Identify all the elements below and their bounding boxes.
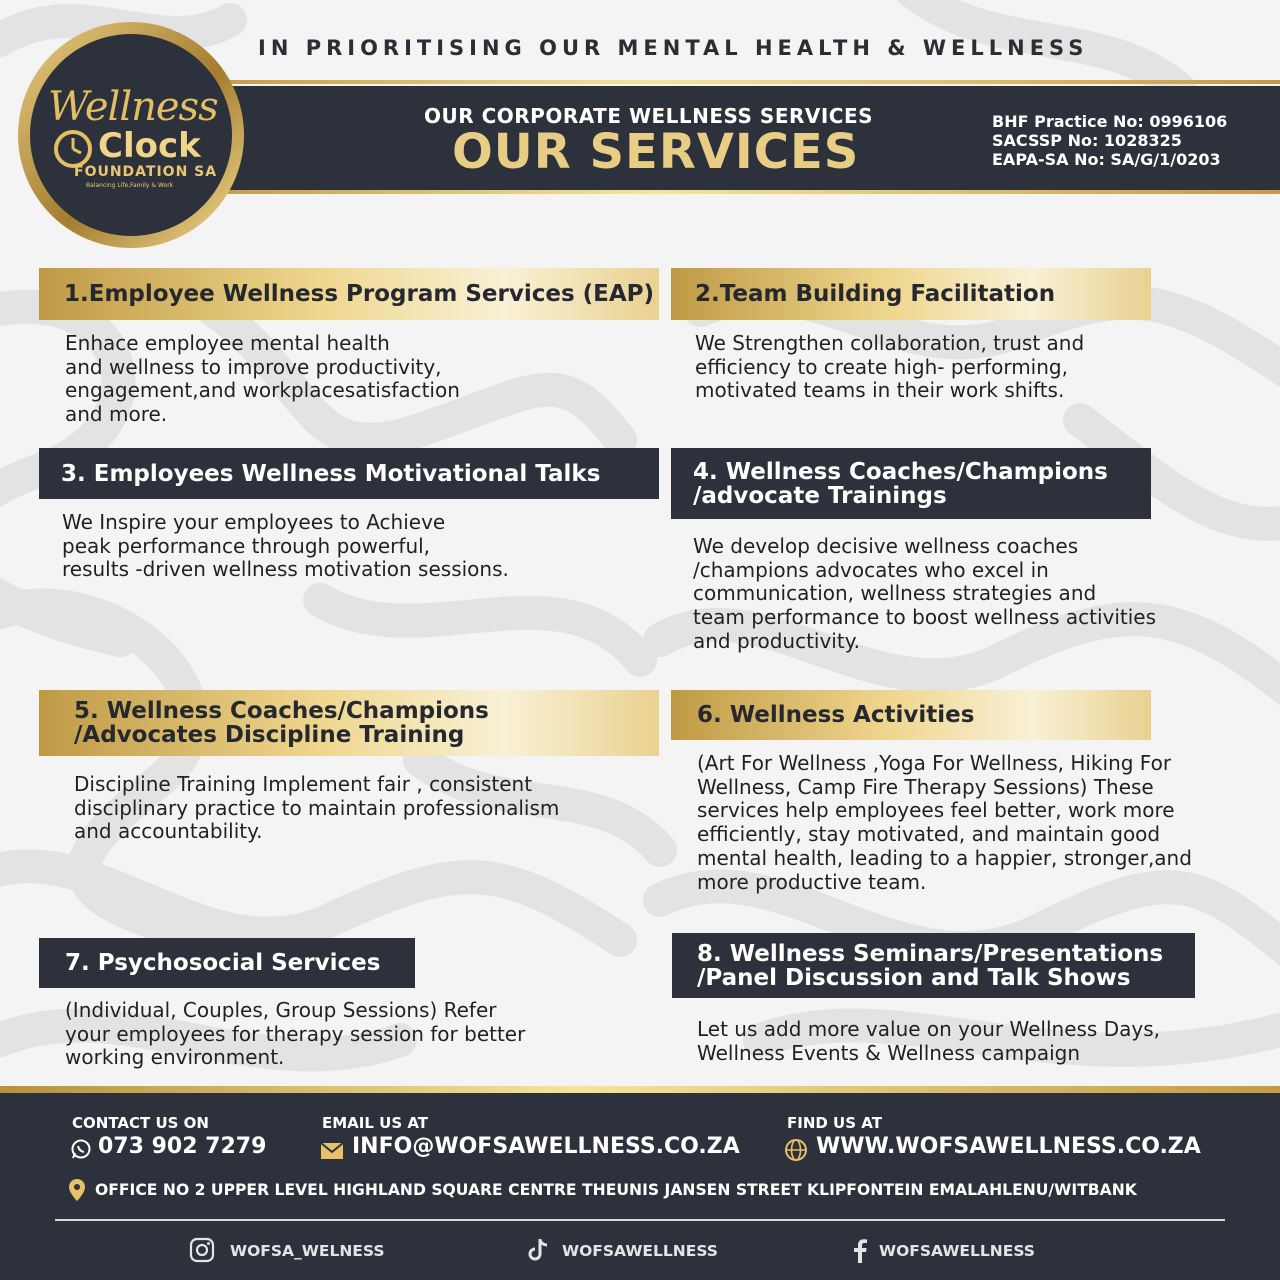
tiktok-icon (527, 1237, 551, 1263)
service-4-body-line: communication, wellness strategies and (693, 581, 1097, 606)
service-5-body-line: disciplinary practice to maintain professionalism (74, 795, 560, 820)
service-1-body-line: engagement,and workplacesatisfaction (65, 378, 460, 403)
service-4-heading (671, 448, 1151, 519)
service-4-body-line: We develop decisive wellness coaches (693, 534, 1079, 558)
service-1-body (65, 332, 460, 427)
service-6-body (697, 752, 1192, 894)
service-7-body-line: your employees for therapy session for better (65, 1021, 526, 1046)
service-3-body-line: results -driven wellness motivation sessions. (62, 557, 509, 582)
service-8-body-line: Wellness Events & Wellness campaign (697, 1040, 1081, 1065)
service-4-heading-line: 4. Wellness Coaches/Champions (693, 458, 1108, 485)
mail-icon (320, 1142, 344, 1160)
phone-link[interactable]: 073 902 7279 (98, 1134, 267, 1159)
instagram-link[interactable]: WOFSA_WELNESS (230, 1242, 385, 1260)
website-label: FIND US AT (787, 1114, 882, 1132)
email-link[interactable]: INFO@WOFSAWELLNESS.CO.ZA (352, 1134, 740, 1159)
facebook-link[interactable]: WOFSAWELLNESS (879, 1242, 1035, 1260)
service-6-body-line: Wellness, Camp Fire Therapy Sessions) These (697, 774, 1154, 799)
logo-clock-text: Clock (98, 126, 201, 166)
service-5-body-line: Discipline Training Implement fair , consistent (74, 772, 533, 796)
service-8-body (697, 1018, 1160, 1065)
service-5-heading-line: 5. Wellness Coaches/Champions (74, 698, 489, 724)
service-3-body-line: peak performance through powerful, (62, 533, 431, 558)
logo-wellness-text: Wellness (48, 84, 218, 130)
tagline: IN PRIORITISING OUR MENTAL HEALTH & WELLNESS (258, 36, 1089, 60)
service-3-heading-line: 3. Employees Wellness Motivational Talks (61, 460, 601, 487)
contact-label: CONTACT US ON (72, 1114, 209, 1132)
service-8-heading-line: 8. Wellness Seminars/Presentations (697, 940, 1164, 967)
service-7-heading (39, 938, 415, 988)
services-subtitle: OUR CORPORATE WELLNESS SERVICES (424, 104, 874, 128)
logo-foundation-text: FOUNDATION SA (74, 164, 218, 180)
logo-subline: Balancing Life,Family & Work (86, 182, 174, 189)
footer-gold-line (0, 1086, 1280, 1093)
service-2-heading-line: 2.Team Building Facilitation (695, 281, 1056, 307)
eapa-number: EAPA-SA No: SA/G/1/0203 (992, 150, 1221, 169)
service-1-heading (39, 268, 659, 320)
service-5-body (74, 773, 559, 844)
service-6-heading (671, 690, 1151, 740)
service-4-body-line: team performance to boost wellness activities (693, 605, 1157, 630)
service-4-heading-line: /advocate Trainings (693, 482, 947, 509)
service-2-body-line: We Strengthen collaboration, trust and (695, 331, 1085, 355)
service-7-body (65, 999, 525, 1070)
service-2-body-line: motivated teams in their work shifts. (695, 378, 1065, 403)
service-3-body-line: We Inspire your employees to Achieve (62, 510, 446, 534)
service-7-heading-line: 7. Psychosocial Services (65, 950, 381, 976)
instagram-icon (189, 1237, 215, 1263)
service-6-body-line: efficiently, stay motivated, and maintain good (697, 822, 1161, 847)
service-3-body (62, 511, 509, 582)
service-2-body (695, 332, 1084, 403)
service-4-body (693, 535, 1156, 654)
service-4-body-line: and productivity. (693, 628, 861, 653)
whatsapp-icon (70, 1138, 92, 1160)
service-6-heading-line: 6. Wellness Activities (697, 702, 975, 728)
service-2-heading (671, 268, 1151, 320)
service-1-heading-line: 1.Employee Wellness Program Services (EAP) (64, 281, 655, 307)
service-6-body-line: (Art For Wellness ,Yoga For Wellness, Hiking For (697, 751, 1172, 775)
service-5-body-line: and accountability. (74, 819, 263, 844)
service-8-heading (672, 933, 1195, 998)
service-6-body-line: more productive team. (697, 869, 927, 894)
service-8-heading-line: /Panel Discussion and Talk Shows (697, 964, 1131, 991)
service-5-heading-line: /Advocates Discipline Training (74, 722, 465, 748)
location-pin-icon (68, 1178, 86, 1202)
service-4-body-line: /champions advocates who excel in (693, 557, 1049, 582)
service-6-body-line: services help employees feel better, work more (697, 798, 1175, 823)
footer-divider (55, 1219, 1225, 1221)
page-title: OUR SERVICES (452, 124, 860, 180)
header-gold-line-bottom (140, 190, 1280, 194)
service-5-heading (39, 690, 659, 756)
website-link[interactable]: WWW.WOFSAWELLNESS.CO.ZA (816, 1134, 1201, 1159)
header-gold-line-top (140, 80, 1280, 84)
tiktok-link[interactable]: WOFSAWELLNESS (562, 1242, 718, 1260)
service-2-body-line: efficiency to create high- performing, (695, 354, 1068, 379)
practice-numbers (992, 112, 1227, 169)
service-1-body-line: and wellness to improve productivity, (65, 354, 442, 379)
service-3-heading (39, 448, 659, 499)
service-6-body-line: mental health, leading to a happier, stronger,and (697, 845, 1192, 870)
facebook-icon (852, 1238, 868, 1264)
sacssp-number: SACSSP No: 1028325 (992, 131, 1182, 150)
service-7-body-line: (Individual, Couples, Group Sessions) Refer (65, 998, 497, 1022)
globe-icon (784, 1138, 808, 1162)
service-1-body-line: Enhace employee mental health (65, 331, 390, 355)
bhf-practice-number: BHF Practice No: 0996106 (992, 112, 1228, 131)
service-7-body-line: working environment. (65, 1045, 285, 1070)
service-8-body-line: Let us add more value on your Wellness Days, (697, 1017, 1160, 1041)
email-label: EMAIL US AT (322, 1114, 429, 1132)
service-1-body-line: and more. (65, 402, 168, 427)
office-address: OFFICE NO 2 UPPER LEVEL HIGHLAND SQUARE CENTRE THEUNIS JANSEN STREET KLIPFONTEIN EMALAHLENU/WITBANK (95, 1181, 1137, 1199)
